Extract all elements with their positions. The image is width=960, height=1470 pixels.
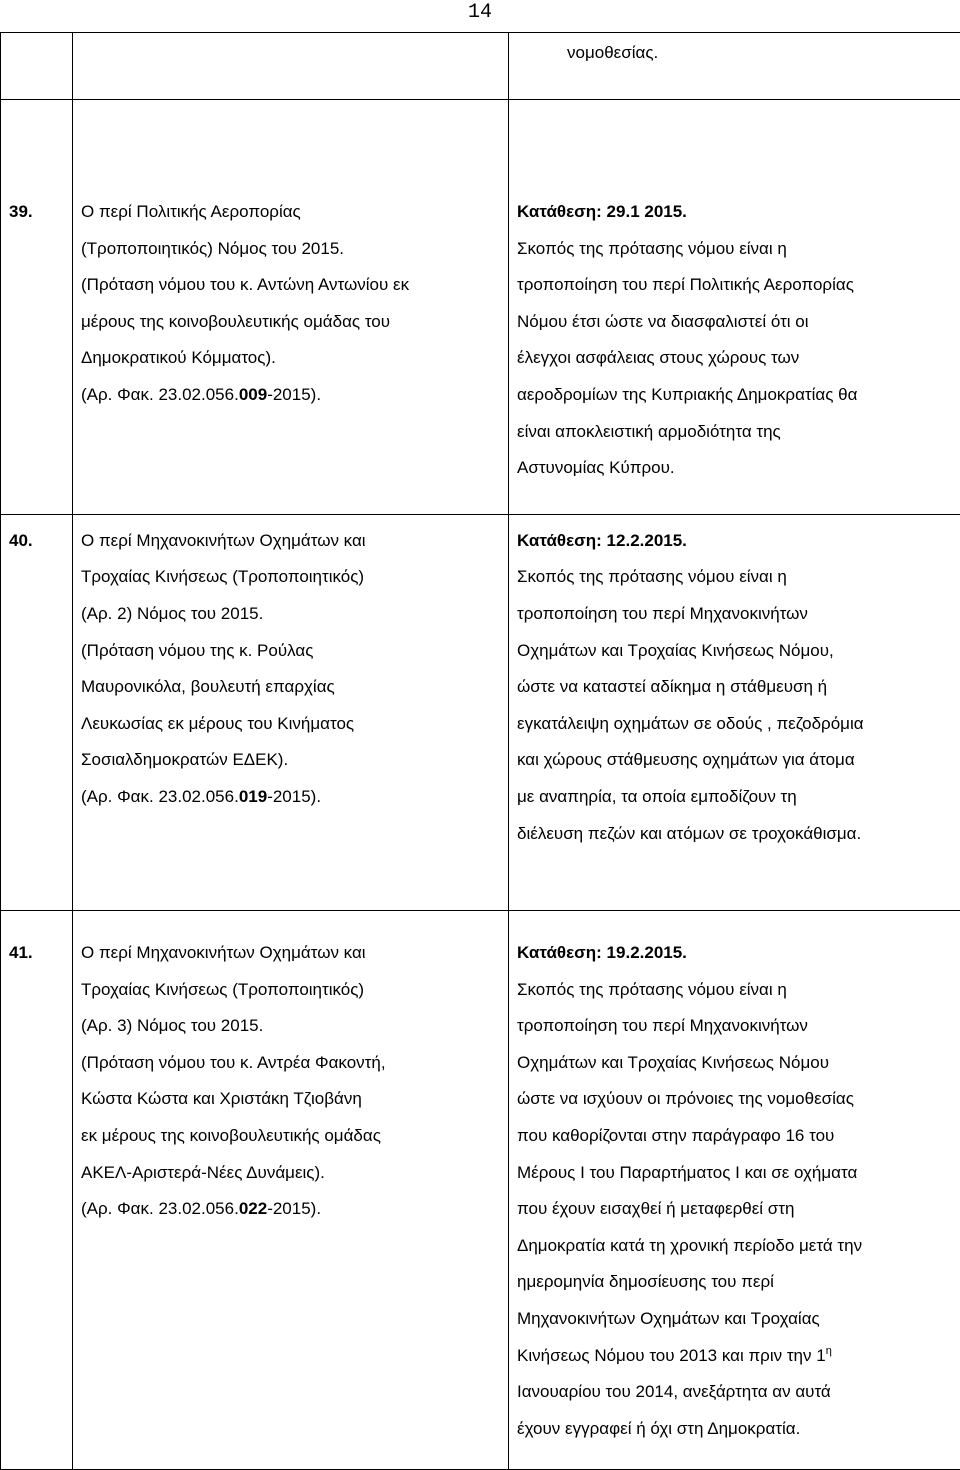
title-line: Τροχαίας Κινήσεως (Τροποποιητικός) — [81, 559, 508, 596]
item-title-cell — [73, 514, 509, 910]
item-title — [73, 515, 508, 816]
table-row — [1, 100, 960, 515]
title-line: (Πρόταση νόμου του κ. Αντρέα Φακοντή, — [81, 1045, 508, 1082]
title-line: Ο περί Πολιτικής Αεροπορίας — [81, 194, 508, 231]
desc-line: και χώρους στάθμευσης οχημάτων για άτομα — [517, 742, 960, 779]
desc-line: Σκοπός της πρότασης νόμου είναι η — [517, 972, 960, 1009]
title-line: (Τροποποιητικός) Νόμος του 2015. — [81, 231, 508, 268]
desc-line: αεροδρομίων της Κυπριακής Δημοκρατίας θα — [517, 377, 960, 414]
cell-empty — [73, 33, 509, 100]
title-line: (Πρόταση νόμου της κ. Ρούλας — [81, 633, 508, 670]
bills-table — [0, 32, 960, 1470]
desc-line: είναι αποκλειστική αρμοδιότητα της — [517, 414, 960, 451]
file-prefix: (Αρ. Φακ. 23.02.056. — [81, 385, 239, 404]
desc-line: ώστε να ισχύουν οι πρόνοιες της νομοθεσίας — [517, 1081, 960, 1118]
table-row — [1, 514, 960, 910]
file-number-line — [81, 1191, 508, 1228]
title-line: Λευκωσίας εκ μέρους του Κινήματος — [81, 706, 508, 743]
file-id: 019 — [239, 787, 267, 806]
title-line: Τροχαίας Κινήσεως (Τροποποιητικός) — [81, 972, 508, 1009]
item-description — [509, 100, 960, 514]
filing-date: Κατάθεση: 12.2.2015. — [517, 523, 960, 560]
desc-line: τροποποίηση του περί Μηχανοκινήτων — [517, 1008, 960, 1045]
title-line: εκ μέρους της κοινοβουλευτικής ομάδας — [81, 1118, 508, 1155]
desc-line: Αστυνομίας Κύπρου. — [517, 450, 960, 487]
item-description-cell — [509, 514, 960, 910]
desc-line: ημερομηνία δημοσίευσης του περί — [517, 1264, 960, 1301]
desc-text: Κινήσεως Νόμου του 2013 και πριν την 1 — [517, 1346, 826, 1365]
desc-line: Οχημάτων και Τροχαίας Κινήσεως Νόμου — [517, 1045, 960, 1082]
desc-line: τροποποίηση του περί Πολιτικής Αεροπορίας — [517, 267, 960, 304]
file-id: 009 — [239, 385, 267, 404]
continuation-text: νομοθεσίας. — [509, 33, 960, 72]
desc-line-superscript — [517, 1338, 960, 1375]
cell-empty — [1, 33, 73, 100]
desc-line: Ιανουαρίου του 2014, ανεξάρτητα αν αυτά — [517, 1374, 960, 1411]
filing-date: Κατάθεση: 19.2.2015. — [517, 935, 960, 972]
file-prefix: (Αρ. Φακ. 23.02.056. — [81, 1199, 239, 1218]
item-title — [73, 911, 508, 1228]
superscript-eta: η — [826, 1345, 832, 1357]
file-prefix: (Αρ. Φακ. 23.02.056. — [81, 787, 239, 806]
title-line: Δημοκρατικού Κόμματος). — [81, 340, 508, 377]
desc-line: Οχημάτων και Τροχαίας Κινήσεως Νόμου, — [517, 633, 960, 670]
table-row — [1, 911, 960, 1470]
item-number: 41. — [1, 911, 72, 972]
file-suffix: -2015). — [267, 787, 321, 806]
item-number-cell — [1, 100, 73, 515]
file-id: 022 — [239, 1199, 267, 1218]
item-number: 39. — [1, 100, 72, 231]
desc-line: Νόμου έτσι ώστε να διασφαλιστεί ότι οι — [517, 304, 960, 341]
title-line: Σοσιαλδημοκρατών ΕΔΕΚ). — [81, 742, 508, 779]
title-line: (Αρ. 3) Νόμος του 2015. — [81, 1008, 508, 1045]
item-title-cell — [73, 100, 509, 515]
filing-date: Κατάθεση: 29.1 2015. — [517, 194, 960, 231]
desc-line: Μέρους Ι του Παραρτήματος Ι και σε οχήματα — [517, 1155, 960, 1192]
title-line: μέρους της κοινοβουλευτικής ομάδας του — [81, 304, 508, 341]
desc-line: διέλευση πεζών και ατόμων σε τροχοκάθισμα. — [517, 816, 960, 853]
desc-line: με αναπηρία, τα οποία εμποδίζουν τη — [517, 779, 960, 816]
cell-continuation — [509, 33, 960, 100]
page-number: 14 — [0, 2, 960, 24]
item-description-cell — [509, 100, 960, 515]
desc-line: που έχουν εισαχθεί ή μεταφερθεί στη — [517, 1191, 960, 1228]
item-description — [509, 515, 960, 910]
title-line: ΑΚΕΛ-Αριστερά-Νέες Δυνάμεις). — [81, 1155, 508, 1192]
desc-line: Δημοκρατία κατά τη χρονική περίοδο μετά την — [517, 1228, 960, 1265]
item-title — [73, 100, 508, 414]
desc-line: Σκοπός της πρότασης νόμου είναι η — [517, 231, 960, 268]
title-line: Ο περί Μηχανοκινήτων Οχημάτων και — [81, 523, 508, 560]
desc-line: που καθορίζονται στην παράγραφο 16 του — [517, 1118, 960, 1155]
desc-line: Σκοπός της πρότασης νόμου είναι η — [517, 559, 960, 596]
item-number: 40. — [1, 515, 72, 560]
item-number-cell — [1, 514, 73, 910]
desc-line: ώστε να καταστεί αδίκημα η στάθμευση ή — [517, 669, 960, 706]
desc-line: εγκατάλειψη οχημάτων σε οδούς , πεζοδρόμια — [517, 706, 960, 743]
desc-line: έχουν εγγραφεί ή όχι στη Δημοκρατία. — [517, 1411, 960, 1448]
item-number-cell — [1, 911, 73, 1470]
desc-line: έλεγχοι ασφάλειας στους χώρους των — [517, 340, 960, 377]
item-title-cell — [73, 911, 509, 1470]
file-suffix: -2015). — [267, 1199, 321, 1218]
table-row-continuation — [1, 33, 960, 100]
title-line: Μαυρονικόλα, βουλευτή επαρχίας — [81, 669, 508, 706]
file-number-line — [81, 377, 508, 414]
title-line: Ο περί Μηχανοκινήτων Οχημάτων και — [81, 935, 508, 972]
file-suffix: -2015). — [267, 385, 321, 404]
title-line: (Αρ. 2) Νόμος του 2015. — [81, 596, 508, 633]
title-line: (Πρόταση νόμου του κ. Αντώνη Αντωνίου εκ — [81, 267, 508, 304]
file-number-line — [81, 779, 508, 816]
item-description — [509, 911, 960, 1469]
title-line: Κώστα Κώστα και Χριστάκη Τζιοβάνη — [81, 1081, 508, 1118]
desc-line: Μηχανοκινήτων Οχημάτων και Τροχαίας — [517, 1301, 960, 1338]
desc-line: τροποποίηση του περί Μηχανοκινήτων — [517, 596, 960, 633]
item-description-cell — [509, 911, 960, 1470]
